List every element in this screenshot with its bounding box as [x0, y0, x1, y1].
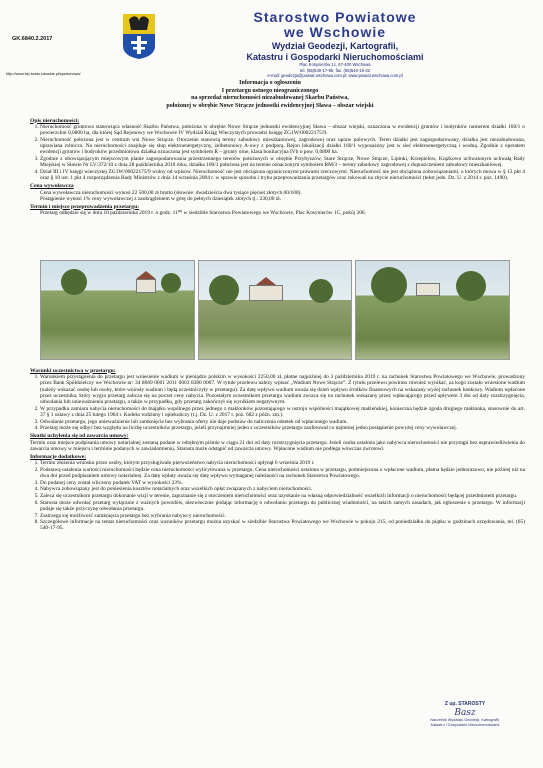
phone-fax: tel. (65)540-17-95, fax. (65)540-19-32	[299, 67, 371, 73]
consequences-text: Termin oraz miejsce podpisania umowy notarialnej zostaną podane w odrębnym piśmie w ciągu 21 dni od daty rozstrzygnięcia przetargu. Jeżeli osoba ustalona jako nabywca nieruchomości nie przystąpi bez usprawiedliwienia do zawarcia umowy w miejscu i terminie podanych w zawiadomieniu, Starosta może odstąpić od zawarcia umowy. Wpłacone wadium nie podlega wówczas zwrotowi.	[30, 439, 525, 452]
section-heading: Termin i miejsce przeprowadzenia przetargu:	[30, 203, 140, 210]
list-item: 4. Przetarg może się odbyć bez względu na liczbę uczestników przetargu, jeżeli przynajmniej jeden z uczestników przetargu zaoferował co najmniej jedno postąpienie powyżej ceny wywoławczej.	[40, 425, 525, 431]
list-item: 6. Starosta może odwołać przetarg wyłącznie z ważnych powodów, niezwłocznie podając informację o odwołaniu przetargu do publicznej wiadomości, na takich samych zasadach, jak ogłoszenie o przetargu. W informacji podaje się także przyczynę odwołania przetargu.	[40, 500, 525, 513]
section-heading: Skutki uchylenia się od zawarcia umowy:	[30, 433, 129, 440]
department-line-1: Wydział Geodezji, Kartografii,	[271, 41, 399, 51]
property-photo	[40, 260, 195, 360]
additional-info-list	[30, 460, 525, 532]
price-step-text: Postąpienie wynosi 1% ceny wywoławczej z zaokrągleniem w górę do pełnych dziesiątek złotych tj.: 230,00 zł.	[40, 195, 282, 202]
list-item: 4. Nabywca zobowiązany jest do poniesienia kosztów notarialnych oraz wszelkich opłat związanych z nabyciem nieruchomości.	[40, 486, 525, 492]
property-photos	[40, 260, 510, 360]
announcement-title	[100, 80, 440, 110]
address: Plac Kosynierów 1c, 67-400 Wschowa	[299, 62, 371, 67]
reference-number: GK.6840.2.2017	[12, 36, 53, 42]
property-photo	[355, 260, 510, 360]
list-item: 3. Zgodnie z obowiązującym miejscowym planie zagospodarowania przestrzennego terenów położonych w obrębie Przybyszów, Stare Strącze, Nowe Strącze, Lipinki, Krzepielów, Krążkowo uchwalonym uchwałą Rady Miejskiej w Sławie Nr LV/372/10 z dnia 28 października 2010 roku, działka 160/1 położona jest na terenie oznaczonym symbolem RM/3 – tereny zabudowy zagrodowej z dopuszczeniem zabudowy mieszkaniowej.	[40, 156, 525, 169]
title-line: na sprzedaż nieruchomości niezabudowanej Skarbu Państwa,	[191, 95, 349, 102]
lower-section	[30, 366, 525, 532]
list-item: 3. Do podanej ceny został wliczony podatek VAT w wysokości 23%.	[40, 480, 525, 486]
section-heading: Opis nieruchomości:	[30, 117, 80, 124]
stamp-title: Naczelnik Wydziału Geodezji, Kartografii, Katastru i Gospodarki Nieruchomościami	[430, 718, 500, 727]
email-www: e-mail: geodezja@powiat.wschowa.com.pl; www.powiat.wschowa.com.pl	[267, 72, 403, 78]
section-heading: Informacje dodatkowe:	[30, 453, 87, 460]
stamp-authority: Z up. STAROSTY	[444, 701, 486, 707]
title-line: Informacja o ogłoszeniu	[239, 80, 301, 86]
office-city: we Wschowie	[283, 24, 387, 40]
list-item: 1. Warunkiem przystąpienia do przetargu jest wniesienie wadium w pieniądzu polskim w wysokości 2250,00 zł, płatne najpóźniej do 3 października 2019 r. na rachunek Starostwa Powiatowego we Wschowie, prowadzony przez Bank Spółdzielczy we Wschowie nr: 34 8669 0001 2011 0003 8380 0007. W tytule przelewu należy wpisać „Wadium Nowe Strącze”. Z tytułu przelewu powinno również wynikać, za kogo zostało wniesione wadium (należy wskazać osobę lub osoby, które wniosły wadium i będą uczestniczyły w przetargu). Za datę wpływu wadium uważa się dzień wpływu środków finansowych na wskazany wyżej rachunek bankowy. Wadium wpłacone przez uczestnika, który wygra przetarg zalicza się na poczet ceny nabycia. Pozostałym uczestnikom przetargu wadium zwraca się na rachunek wskazany przez wpłacającego przed upływem 3 dni od daty rozstrzygnięcia, odwołania lub unieważnienia przetargu, a także w przypadku, gdy przetarg zakończył się wynikiem negatywnym.	[40, 374, 525, 405]
property-photo	[198, 260, 353, 360]
date-text: Przetarg odbędzie się w dniu 10 października 2019 r. o godz. 11⁰⁰ w siedzibie Starostwa Powiatowego we Wschowie, Plac Kosynierów 1C, pokój 206.	[40, 210, 366, 217]
office-name: Starostwo Powiatowe	[253, 9, 417, 25]
price-text: Cena wywoławcza nieruchomości wynosi 22 500,00 zł brutto (słownie: dwadzieścia dwa tysiące pięćset złotych 00/100).	[40, 189, 302, 196]
list-item: 2. Nieruchomość położona jest w centrum wsi Nowe Strącze. Otoczenie stanowią tereny zabudowy mieszkaniowej, zagrodowej oraz upraw polowych. Teren działki jest zagospodarowany, działka jest niezabudowana, uprawiana rolniczo. Na nieruchomości znajduje się słup elektroenergetyczny, żelbetonowy A-owy z podporą. Rejon lokalizacji działki 160/1 wyposażony jest w sieć elektroenergetyczną i wodną. Zgodnie z operatem ewidencji gruntów i budynków przedmiotowa działka oznaczona jest symbolem R – grunty orne, klasa bonitacyjna IVb o pow. 0,0800 ha.	[40, 137, 525, 156]
description-list	[30, 124, 525, 182]
list-item: 1. Nieruchomość gruntowa stanowiąca własność Skarbu Państwa, położona w obrębie Nowe Strącze jednostki ewidencyjnej Sława – obszar wiejski, oznaczona w ewidencji gruntów i budynków numerem działki 160/1 o powierzchni 0,0800 ha, dla której Sąd Rejonowy we Wschowie IV Wydział Ksiąg Wieczystych prowadzi księgę ZG1W/00022175/9.	[40, 124, 525, 137]
coat-of-arms-icon	[117, 8, 161, 60]
title-line: położonej w obrębie Nowe Strącze jednostki ewidencyjnej Sława – obszar wiejski	[166, 102, 374, 109]
list-item: 7. Zastrzega się możliwość zamknięcia przetargu bez wybrania nabywcy nieruchomości.	[40, 513, 525, 519]
conditions-list	[30, 374, 525, 432]
upper-section	[30, 116, 525, 216]
bip-link[interactable]: http://www.bip.sesta.lubuskie.pl/spwschowa/	[6, 72, 81, 76]
signature: Basz	[454, 707, 476, 718]
section-heading: Cena wywoławcza	[30, 183, 74, 190]
section-heading: Warunki uczestnictwa w przetargu:	[30, 367, 116, 374]
list-item: 2. Podstawą ustalenia wartości nieruchomości będzie cena nieruchomości wylicytowana w przetargu. Cena nieruchomości ustalona w przetargu, pomniejszona o wpłacone wadium, płatna będzie jednorazowo, nie później niż na dwa dni przed podpisaniem umowy notarialnej. Za datę wpłaty uważa się datę wpływu wymaganej należności na rachunek Starostwa Powiatowego.	[40, 467, 525, 480]
list-item: 8. Szczegółowe informacje na temat nieruchomości oraz warunków przetargu można uzyskać w siedzibie Starostwa Powiatowego we Wschowie w pokoju 215, od poniedziałku do piątku w godzinach urzędowania, tel. (65) 540-17-95.	[40, 519, 525, 532]
official-stamp	[425, 702, 505, 727]
list-item: 5. Zaleca się uczestnikom przetargu dokonanie wizji w terenie, zapoznanie się z otoczeniem nieruchomości oraz uzyskanie na własną odpowiedzialność wszelkich informacji o nieruchomości będącej przedmiotem przetargu.	[40, 493, 525, 499]
letterhead	[170, 10, 500, 78]
department-line-2: Katastru i Gospodarki Nieruchomościami	[246, 52, 424, 62]
list-item: 4. Dział III i IV księgi wieczystej ZG1W/00022175/9 wolny od wpisów. Nieruchomość nie jest obciążona ograniczonymi prawami rzeczowymi. Nieruchomość nie jest obciążona zobowiązaniami, o których mowa w § 13 pkt 4 oraz § 10 ust. 1 pkt 4 rozporządzenia Rady Ministrów z dnia 14 września 2004 r. w sprawie sposobu i trybu przeprowadzania przetargów oraz rokowań na zbycie nieruchomości (tekst jedn. Dz. U. z 2014 r. poz. 1490).	[40, 169, 525, 182]
list-item: 3. Odwołanie przetargu, jego unieważnienie lub zamknięcie bez wybrania oferty nie daje podstaw do naliczenia odsetek od wpłaconego wadium.	[40, 419, 525, 425]
list-item: 2. W przypadku zamiaru nabycia nieruchomości do majątku wspólnego przez jednego z małżonków pozostającego w ustroju wspólności majątkowej małżeńskiej, konieczna będzie zgoda drugiego małżonka, stosownie do art. 37 § 1 ustawy z dnia 25 lutego 1964 r. Kodeks rodzinny i opiekuńczy (t.j. Dz. U. z 2017 r. poz. 682 z późn. zm.).	[40, 406, 525, 419]
list-item: 1. Termin złożenia wniosku przez osoby, którym przysługiwało pierwszeństwo nabycia nieruchomości upłynął 6 września 2019 r.	[40, 460, 525, 466]
title-line: I przetargu ustnego nieograniczonego	[221, 87, 319, 94]
